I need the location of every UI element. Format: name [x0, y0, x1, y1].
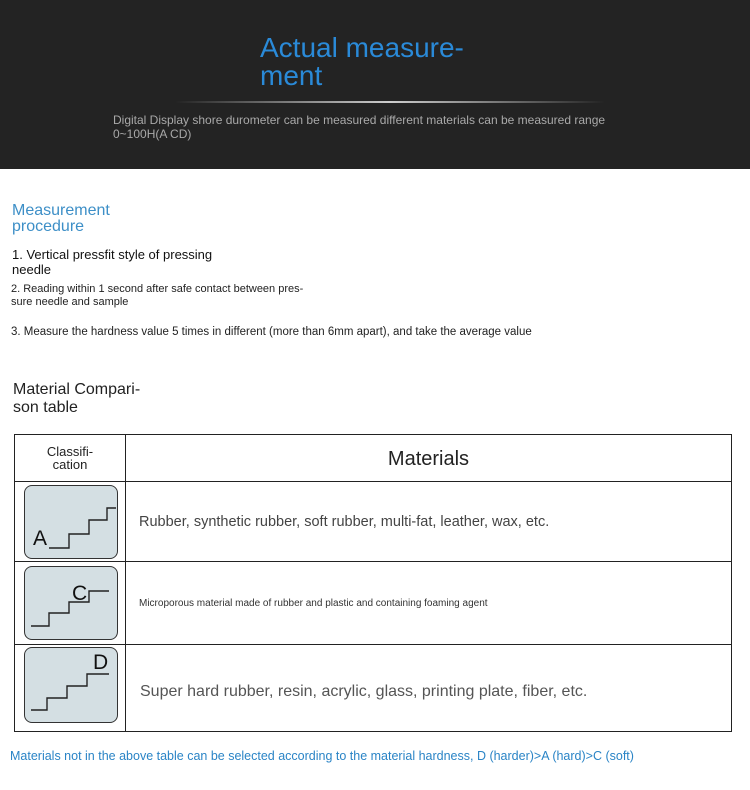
hero-subtitle: Digital Display shore durometer can be measured different materials can be measured range 0~100H(A CD) — [113, 113, 606, 141]
comparison-table — [14, 434, 732, 732]
hero-title: Actual measure- ment — [260, 32, 464, 91]
stairs-d-icon — [24, 647, 118, 723]
procedure-step-2: 2. Reading within 1 second after safe contact between pres- sure needle and sample — [11, 283, 304, 308]
procedure-step-1: 1. Vertical pressfit style of pressing needle — [12, 247, 213, 277]
stairs-a-icon — [24, 485, 118, 559]
materials-text: Rubber, synthetic rubber, soft rubber, multi-fat, leather, wax, etc. — [139, 514, 550, 530]
procedure-title: Measurement procedure — [12, 202, 110, 235]
classification-cell — [15, 562, 126, 644]
hero-banner — [0, 0, 750, 169]
table-row — [15, 562, 731, 645]
footnote: Materials not in the above table can be selected according to the material hardness, D (harder)>A (hard)>C (soft) — [10, 749, 634, 763]
classification-cell — [15, 645, 126, 731]
header-classification: Classifi- cation — [15, 435, 126, 482]
classification-cell — [15, 482, 126, 561]
comparison-title: Material Compari- son table — [13, 381, 141, 416]
procedure-step-3: 3. Measure the hardness value 5 times in different (more than 6mm apart), and take the average value — [11, 326, 532, 338]
class-letter: C — [72, 582, 88, 605]
table-row — [15, 645, 731, 731]
materials-text: Super hard rubber, resin, acrylic, glass, printing plate, fiber, etc. — [140, 683, 588, 700]
header-materials: Materials — [126, 435, 731, 482]
materials-text: Microporous material made of rubber and plastic and containing foaming agent — [139, 598, 488, 609]
class-letter: D — [93, 651, 109, 674]
table-row — [15, 482, 731, 562]
stairs-c-icon — [24, 566, 118, 640]
hero-divider — [175, 101, 605, 103]
class-letter: A — [33, 527, 48, 550]
